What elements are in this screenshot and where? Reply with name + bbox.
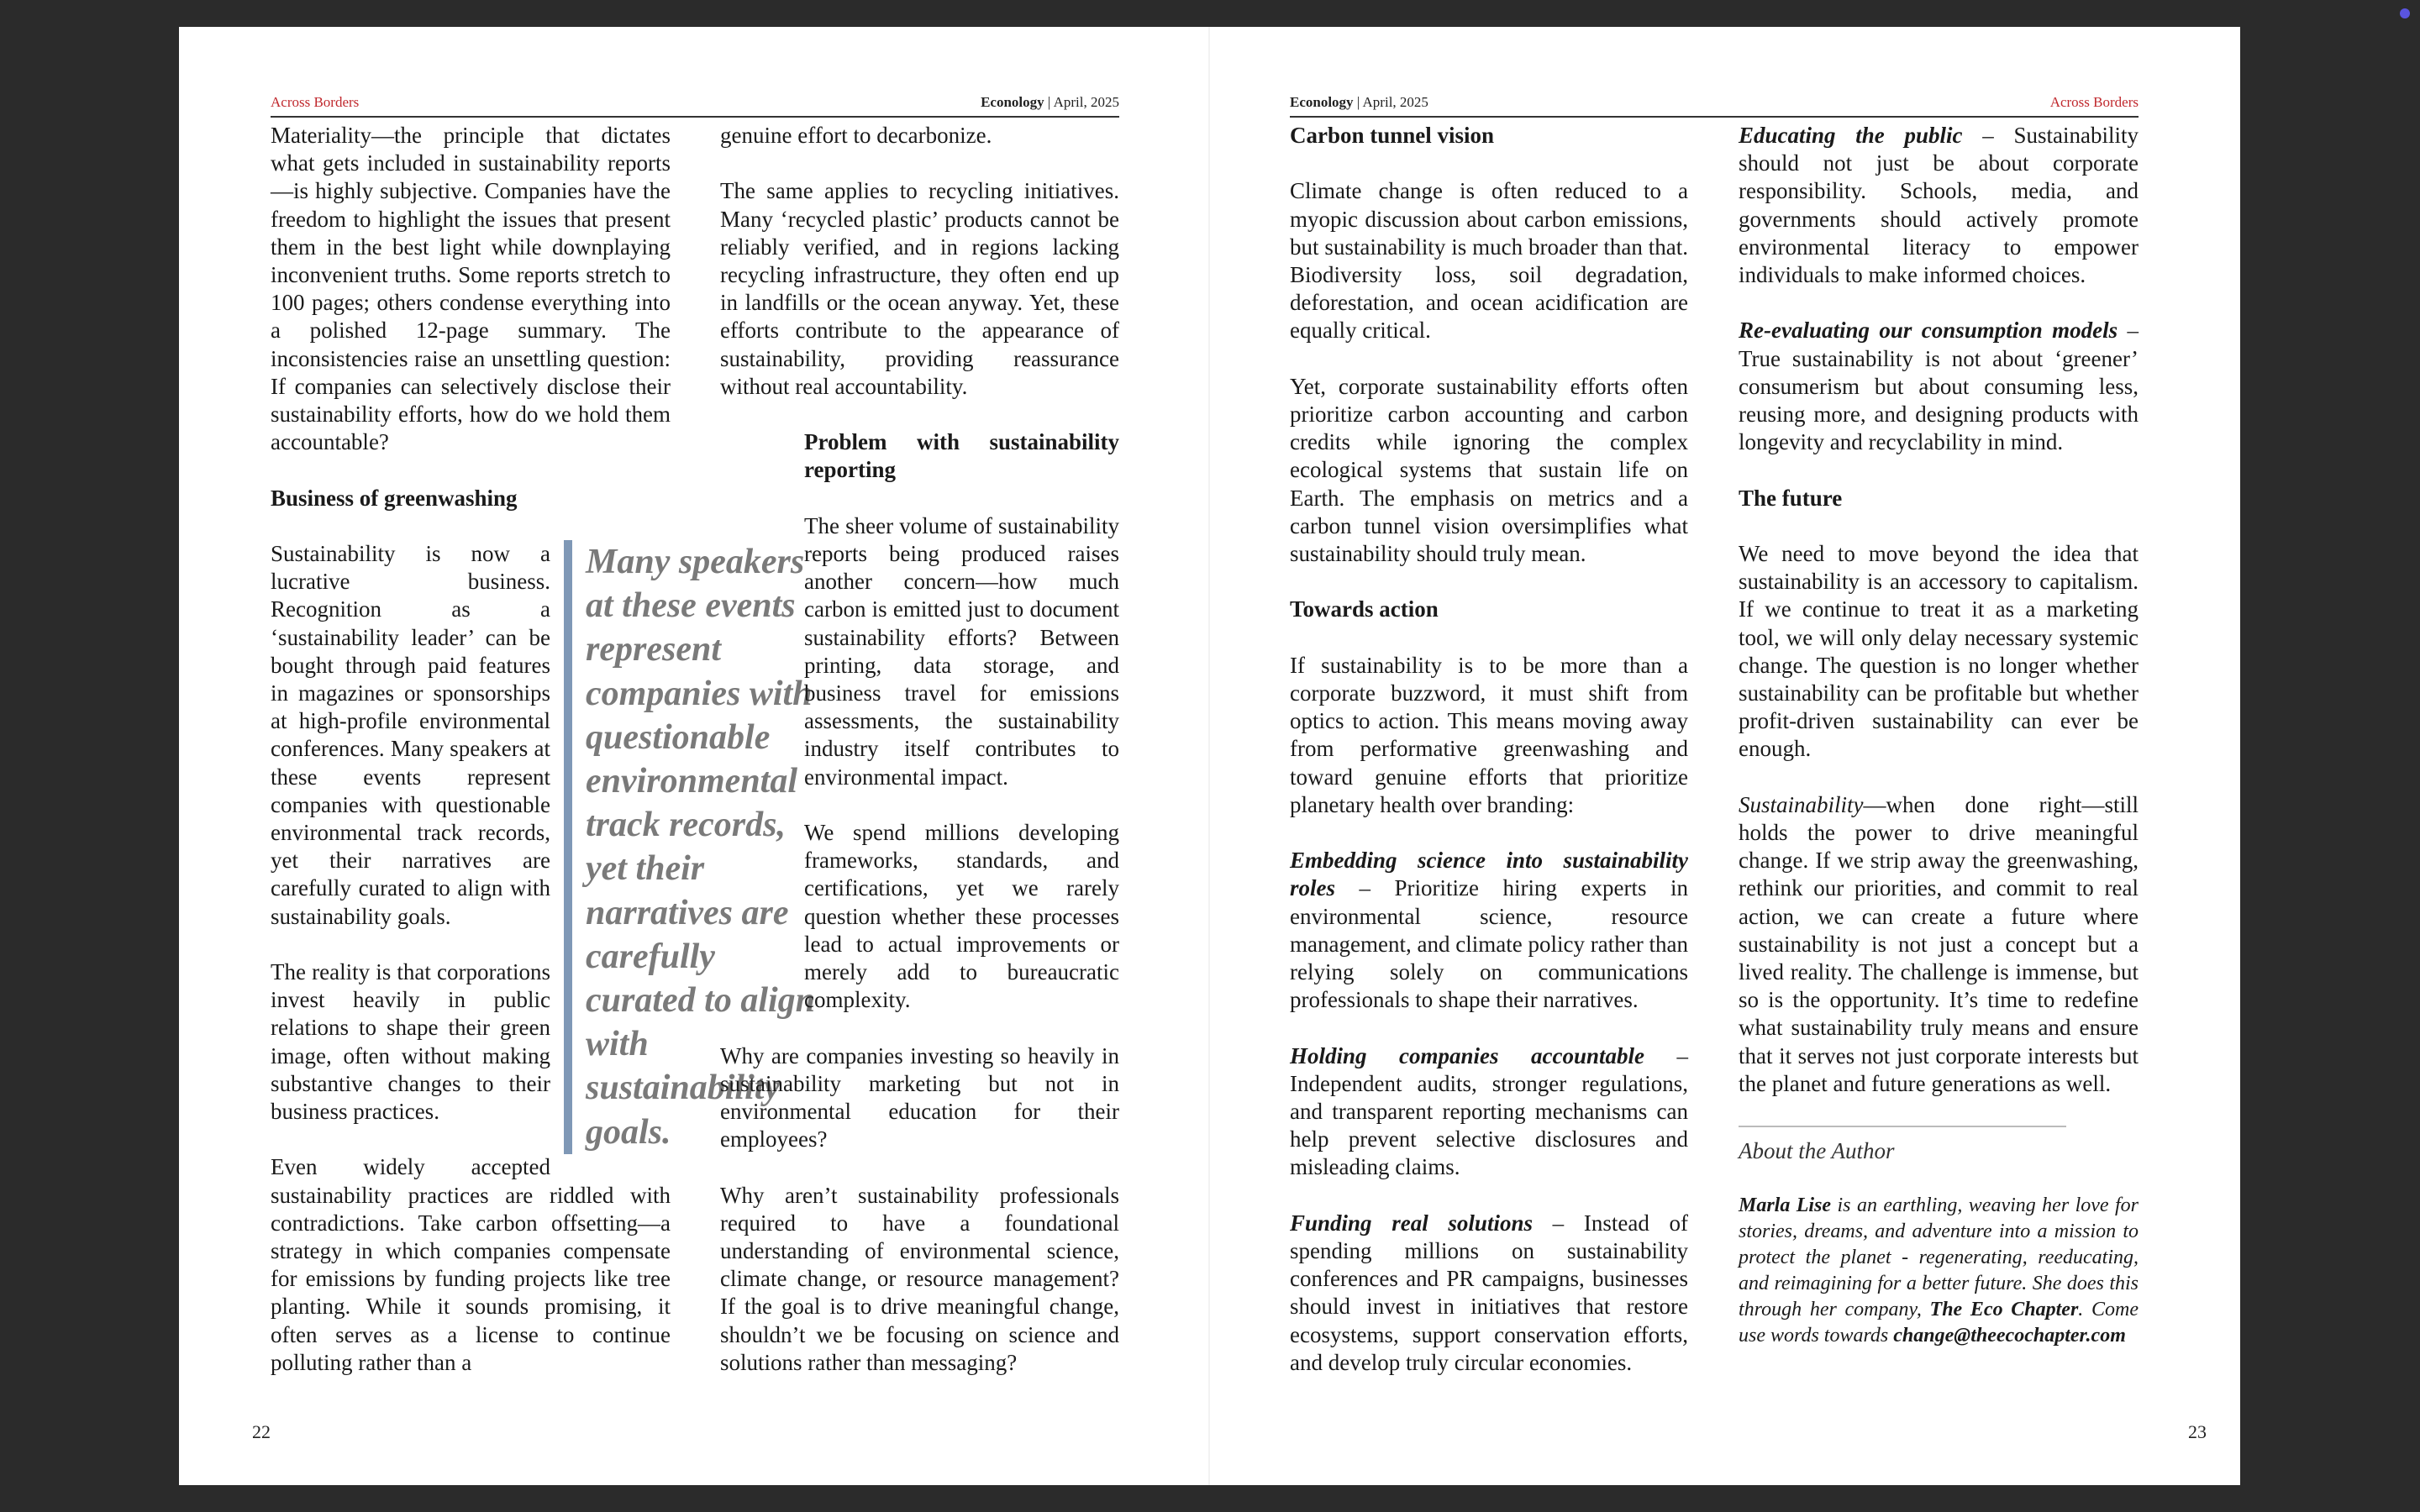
right-page-header xyxy=(1290,94,2139,118)
page-number: 23 xyxy=(2188,1421,2207,1442)
author-name: Marla Lise xyxy=(1739,1194,1832,1217)
left-column-1 xyxy=(271,122,816,1404)
paragraph xyxy=(1739,791,2139,1098)
paragraph: We need to move beyond the idea that sustainability is an accessory to capitalism. If we continue to treat it as a marketing tool, we will only delay necessary systemic change. The question is no longer whether sustainability can be profitable but whether profit-driven sustainability can ever be enough. xyxy=(1739,541,2139,762)
author-email: change@theecochapter.com xyxy=(1893,1325,2126,1347)
paragraph: Materiality—the principle that dictates what gets included in sustainability reports—is highly subjective. Companies have the freedom to highlight the issues that present them in the best light while downplaying inconvenient truths. Some reports stretch to 100 pages; others condense everything into a polished 12-page summary. The inconsistencies raise an unsettling question: If companies can selectively disclose their sustainability efforts, how do we hold them accountable? xyxy=(271,123,671,455)
paragraph-text: —when done right—still holds the power to drive meaningful change. If we strip away the greenwashing, rethink our priorities, and commit to real action, we can create a future where sustainability is not just a concept but a lived reality. The challenge is immense, but so is the opportunity. It’s time to redefine what sustainability truly means and ensure that it serves not just corporate interests but the planet and future generations as well. xyxy=(1739,791,2139,1096)
pull-quote: Many speakers at these events represent companies with questionable environmental track records, yet their narratives are carefully curated to align with sustainability goals. xyxy=(564,540,823,1154)
section-brand: Across Borders xyxy=(2049,94,2139,110)
magazine-spread xyxy=(179,27,2240,1485)
issue-label: Econology | April, 2025 xyxy=(1290,94,1428,110)
action-item-lead: Funding real solutions xyxy=(1290,1210,1533,1236)
issue-date: April, 2025 xyxy=(1053,94,1119,110)
section-heading: Business of greenwashing xyxy=(271,485,518,511)
paragraph: Even widely accepted sustainability practices are riddled with contradictions. Take carbon offsetting—a strategy in which companies compensate for emissions by funding projects like tree planting. While it sounds promising, it often serves as a license to continue polluting rather than a xyxy=(271,1154,671,1375)
bio-text: is an earthling, weaving her love for stories, dreams, and adventure into a mission to protect the planet - regenerating, reeducating, and reimagining for a better future. She does this through her company, xyxy=(1739,1194,2139,1321)
author-bio xyxy=(1739,1193,2139,1349)
paragraph: Climate change is often reduced to a myopic discussion about carbon emissions, but sustainability is much broader than that. Biodiversity loss, soil degradation, deforestation, and ocean acidification are equally critical. xyxy=(1290,178,1688,344)
divider xyxy=(1739,1126,2066,1127)
about-author-title: About the Author xyxy=(1739,1138,1895,1164)
paragraph: The sheer volume of sustainability reports being produced raises another concern—how much carbon is emitted just to document sustainability efforts? Between printing, data storage, and business travel for emissions assessments, the sustainability industry itself contributes to environmental impact. xyxy=(804,512,1119,790)
magazine-name: Econology xyxy=(1290,94,1354,110)
right-page xyxy=(1210,27,2240,1485)
action-item-lead: Re-evaluating our consumption models xyxy=(1739,318,2118,344)
left-page xyxy=(179,27,1209,1485)
indented-block xyxy=(804,428,1119,1014)
paragraph: If sustainability is to be more than a corporate buzzword, it must shift from optics to action. This means moving away from performative greenwashing and toward genuine efforts that prioritize planetary health over branding: xyxy=(1290,652,1688,817)
paragraph: Sustainability is now a lucrative business. Recognition as a ‘sustainability leader’ can be bought through paid features in magazines or sponsorships at high-profile environmental conferences. Many speakers at these events represent companies with questionable environmental track records, yet their narratives are carefully curated to align with sustainability goals. xyxy=(271,541,550,929)
section-heading: Towards action xyxy=(1290,596,1439,622)
action-item-text: – Independent audits, stronger regulations, and transparent reporting mechanisms can help prevent selective disclosures and misleading claims. xyxy=(1290,1042,1688,1180)
section-brand: Across Borders xyxy=(271,94,360,110)
action-item-text: – Instead of spending millions on sustainability conferences and PR campaigns, businesses should invest in initiatives that restore ecosystems, support conservation efforts, and develop truly circular economies. xyxy=(1290,1210,1688,1375)
paragraph: The reality is that corporations invest heavily in public relations to shape their green image, often without making substantive changes to their business practices. xyxy=(271,959,550,1125)
paragraph: Why are companies investing so heavily in sustainability marketing but not in environmental education for their employees? xyxy=(720,1042,1119,1152)
status-dot xyxy=(2400,8,2410,18)
paragraph: We spend millions developing frameworks, standards, and certifications, yet we rarely question whether these processes lead to actual improvements or merely add to bureaucratic complexity. xyxy=(804,820,1119,1013)
action-item xyxy=(1739,317,2139,456)
action-item xyxy=(1290,847,1688,1014)
paragraph: Why aren’t sustainability professionals required to have a foundational understanding of environmental science, climate change, or resource management? If the goal is to drive meaningful change, shouldn’t we be focusing on science and solutions rather than messaging? xyxy=(720,1182,1119,1375)
paragraph: genuine effort to decarbonize. xyxy=(720,123,992,148)
action-item-text: – True sustainability is not about ‘greener’ consumerism but about consuming less, reusing more, and designing products with longevity and recyclability in mind. xyxy=(1739,318,2139,455)
section-heading: The future xyxy=(1739,485,1843,511)
paragraph: The same applies to recycling initiatives. Many ‘recycled plastic’ products cannot be reliably verified, and in regions lacking recycling infrastructure, they often end up in landfills or the ocean anyway. Yet, these efforts contribute to the appearance of sustainability, providing reassurance without real accountability. xyxy=(720,178,1119,399)
magazine-name: Econology xyxy=(981,94,1044,110)
company-name: The Eco Chapter xyxy=(1929,1299,2079,1321)
action-item xyxy=(1739,122,2139,289)
issue-date: April, 2025 xyxy=(1362,94,1428,110)
action-item-lead: Holding companies accountable xyxy=(1290,1042,1644,1068)
action-item xyxy=(1290,1210,1688,1377)
right-column-2 xyxy=(1739,122,2139,1378)
action-item xyxy=(1290,1042,1688,1182)
issue-label: Econology | April, 2025 xyxy=(981,94,1119,110)
emphasis: Sustainability xyxy=(1739,791,1864,817)
left-column-2 xyxy=(720,122,1119,1404)
action-item-text: – Sustainability should not just be about corporate responsibility. Schools, media, and governments should actively promote environmental literacy to empower individuals to make informed choices. xyxy=(1739,123,2139,288)
action-item-text: – Prioritize hiring experts in environmental science, resource management, and climate policy rather than relying solely on communications professionals to shape their narratives. xyxy=(1290,875,1688,1013)
right-column-1 xyxy=(1290,122,1688,1404)
paragraph: Yet, corporate sustainability efforts often prioritize carbon accounting and carbon credits while ignoring the complex ecological systems that sustain life on Earth. The emphasis on metrics and a carbon tunnel vision oversimplifies what sustainability should truly mean. xyxy=(1290,373,1688,567)
action-item-lead: Educating the public xyxy=(1739,123,1963,148)
section-heading: Problem with sustainability reporting xyxy=(804,429,1119,483)
left-page-header xyxy=(271,94,1119,118)
page-number: 22 xyxy=(252,1421,271,1442)
bio-text: . Come use words towards xyxy=(1739,1299,2139,1347)
section-heading: Carbon tunnel vision xyxy=(1290,123,1495,148)
action-item-lead: Embedding science into sustainability roles xyxy=(1290,848,1688,901)
